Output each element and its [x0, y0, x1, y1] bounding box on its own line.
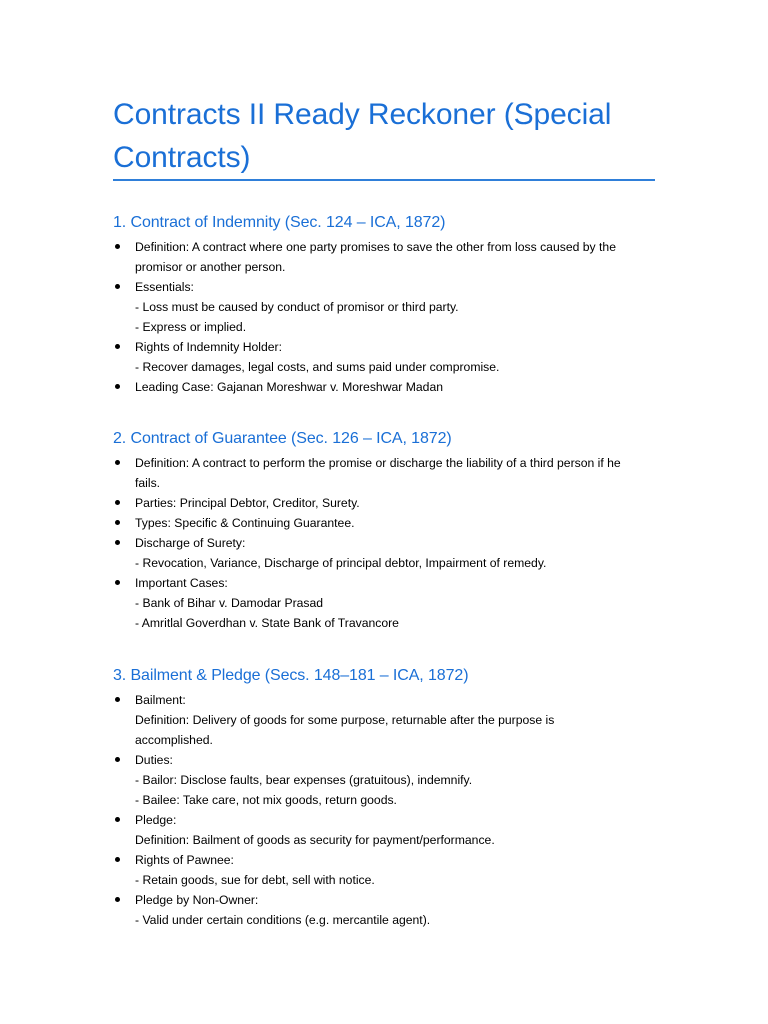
- bullet-item: [113, 533, 658, 573]
- title-underline: [113, 179, 655, 181]
- document-title: Contracts II Ready Reckoner (Special Contracts): [113, 98, 612, 174]
- section-guarantee: [113, 429, 658, 633]
- bullet-line: Definition: A contract to perform the promise or discharge the liability of a third person if he: [135, 456, 621, 470]
- bullet-line: - Bailor: Disclose faults, bear expenses (gratuitous), indemnify.: [135, 773, 473, 787]
- bullet-line: - Express or implied.: [135, 320, 247, 334]
- bullet-item: [113, 453, 658, 493]
- bullet-item: [113, 573, 658, 633]
- bullet-line: - Amritlal Goverdhan v. State Bank of Travancore: [135, 616, 399, 630]
- bullet-line: Rights of Indemnity Holder:: [135, 340, 282, 354]
- bullet-item: [113, 690, 658, 750]
- bullet-item: [113, 750, 658, 810]
- bullet-line: Discharge of Surety:: [135, 536, 246, 550]
- section-indemnity: [113, 213, 658, 397]
- bullet-line: - Valid under certain conditions (e.g. mercantile agent).: [135, 913, 431, 927]
- bullet-item: [113, 890, 658, 930]
- bullet-line: - Bank of Bihar v. Damodar Prasad: [135, 596, 324, 610]
- bullet-item: [113, 377, 658, 397]
- bullet-line: Bailment:: [135, 693, 186, 707]
- section-bailment-pledge: [113, 666, 658, 930]
- bullet-line: Definition: A contract where one party promises to save the other from loss caused by the: [135, 240, 616, 254]
- bullet-line: Important Cases:: [135, 576, 228, 590]
- bullet-line: accomplished.: [135, 733, 213, 747]
- bullet-list: [113, 453, 658, 633]
- bullet-line: Definition: Delivery of goods for some purpose, returnable after the purpose is: [135, 713, 555, 727]
- bullet-list: [113, 690, 658, 930]
- bullet-line: - Bailee: Take care, not mix goods, return goods.: [135, 793, 397, 807]
- bullet-line: - Recover damages, legal costs, and sums paid under compromise.: [135, 360, 500, 374]
- section-heading: 1. Contract of Indemnity (Sec. 124 – ICA, 1872): [113, 214, 446, 231]
- bullet-item: [113, 810, 658, 850]
- bullet-item: [113, 850, 658, 890]
- bullet-line: - Loss must be caused by conduct of promisor or third party.: [135, 300, 459, 314]
- bullet-line: Essentials:: [135, 280, 194, 294]
- bullet-item: [113, 493, 658, 513]
- bullet-line: - Retain goods, sue for debt, sell with notice.: [135, 873, 375, 887]
- bullet-line: fails.: [135, 476, 161, 490]
- bullet-line: - Revocation, Variance, Discharge of principal debtor, Impairment of remedy.: [135, 556, 547, 570]
- bullet-line: Duties:: [135, 753, 173, 767]
- bullet-item: [113, 337, 658, 377]
- bullet-line: Leading Case: Gajanan Moreshwar v. Moreshwar Madan: [135, 380, 444, 394]
- bullet-list: [113, 237, 658, 397]
- section-heading: 2. Contract of Guarantee (Sec. 126 – ICA, 1872): [113, 430, 452, 447]
- bullet-line: Parties: Principal Debtor, Creditor, Surety.: [135, 496, 360, 510]
- bullet-item: [113, 237, 658, 277]
- bullet-line: Pledge by Non-Owner:: [135, 893, 259, 907]
- bullet-line: Definition: Bailment of goods as security for payment/performance.: [135, 833, 495, 847]
- section-heading: 3. Bailment & Pledge (Secs. 148–181 – ICA, 1872): [113, 667, 469, 684]
- bullet-line: Rights of Pawnee:: [135, 853, 234, 867]
- bullet-item: [113, 513, 658, 533]
- bullet-line: promisor or another person.: [135, 260, 286, 274]
- bullet-line: Pledge:: [135, 813, 177, 827]
- bullet-item: [113, 277, 658, 337]
- bullet-line: Types: Specific & Continuing Guarantee.: [135, 516, 355, 530]
